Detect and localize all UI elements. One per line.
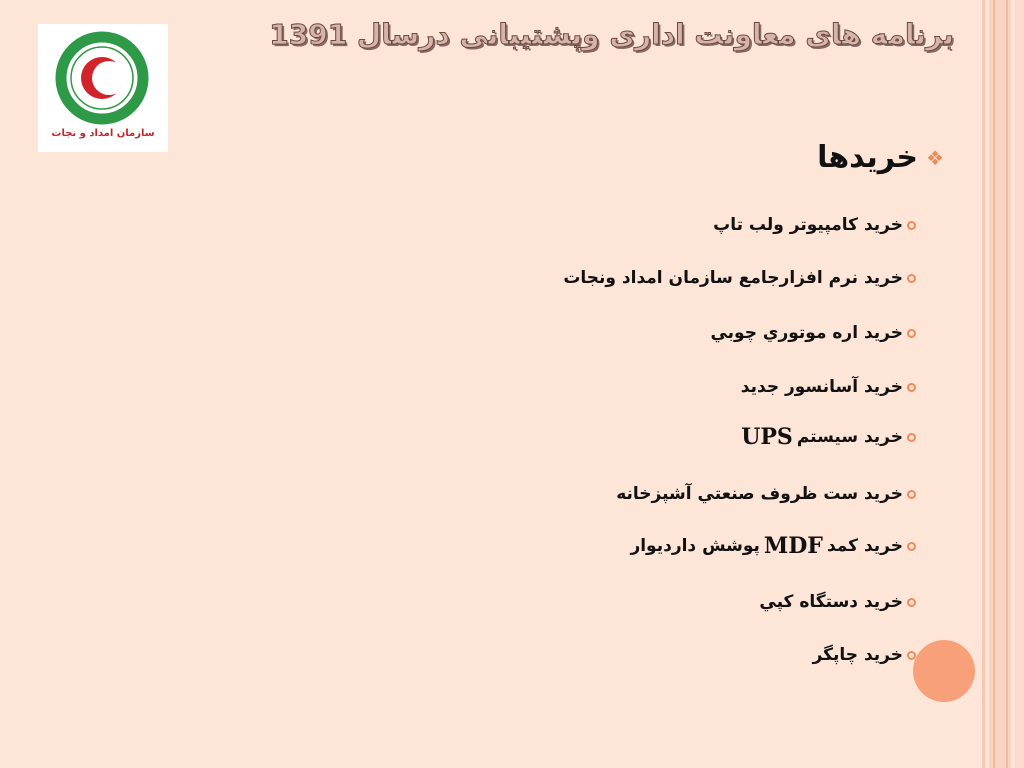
item-text: خرید نرم افزارجامع سازمان امداد ونجات bbox=[563, 268, 903, 288]
red-crescent-logo bbox=[38, 24, 168, 152]
decor-stripe bbox=[1015, 0, 1024, 768]
item-text: خرید اره موتوري چوبي bbox=[710, 323, 903, 343]
list-item bbox=[813, 645, 916, 665]
circle-bullet-icon bbox=[907, 329, 916, 338]
item-latin-text: MDF bbox=[763, 533, 823, 559]
item-text: خرید دستگاه کپي bbox=[759, 592, 903, 612]
item-text: خرید آسانسور جدید bbox=[740, 377, 903, 397]
logo-caption: سازمان امداد و نجات bbox=[51, 128, 155, 139]
list-item bbox=[741, 424, 916, 450]
item-text: خرید کمد bbox=[826, 536, 903, 556]
list-item bbox=[563, 268, 916, 288]
purchase-list bbox=[356, 0, 919, 768]
item-text: خرید سیستم bbox=[796, 427, 903, 447]
item-text: خرید کامپیوتر ولب تاپ bbox=[713, 215, 903, 235]
item-suffix-text: پوشش دارديوار bbox=[630, 536, 760, 556]
list-item bbox=[616, 484, 916, 504]
circle-bullet-icon bbox=[907, 433, 916, 442]
circle-bullet-icon bbox=[907, 274, 916, 283]
circle-bullet-icon bbox=[907, 598, 916, 607]
diamond-bullet-icon: ❖ bbox=[926, 145, 944, 170]
circle-bullet-icon bbox=[907, 542, 916, 551]
decor-circle bbox=[913, 640, 975, 702]
slide-title: برنامه های معاونت اداری وپشتیبانی درسال 1391 bbox=[269, 18, 954, 51]
item-text: خرید ست ظروف صنعتي آشپزخانه bbox=[616, 484, 903, 504]
decor-stripe bbox=[993, 0, 995, 768]
list-item bbox=[630, 533, 916, 559]
circle-bullet-icon bbox=[907, 490, 916, 499]
decor-stripe bbox=[1006, 0, 1008, 768]
item-text: خرید چاپگر bbox=[812, 645, 903, 665]
list-item bbox=[713, 215, 916, 235]
circle-bullet-icon bbox=[907, 221, 916, 230]
item-latin-text: UPS bbox=[741, 424, 793, 450]
red-crescent-emblem-icon bbox=[38, 24, 168, 134]
list-item bbox=[759, 592, 916, 612]
circle-bullet-icon bbox=[907, 383, 916, 392]
decor-stripe bbox=[982, 0, 985, 768]
list-item bbox=[741, 377, 916, 397]
heading-text: خریدها bbox=[817, 140, 919, 175]
list-item bbox=[710, 323, 916, 343]
